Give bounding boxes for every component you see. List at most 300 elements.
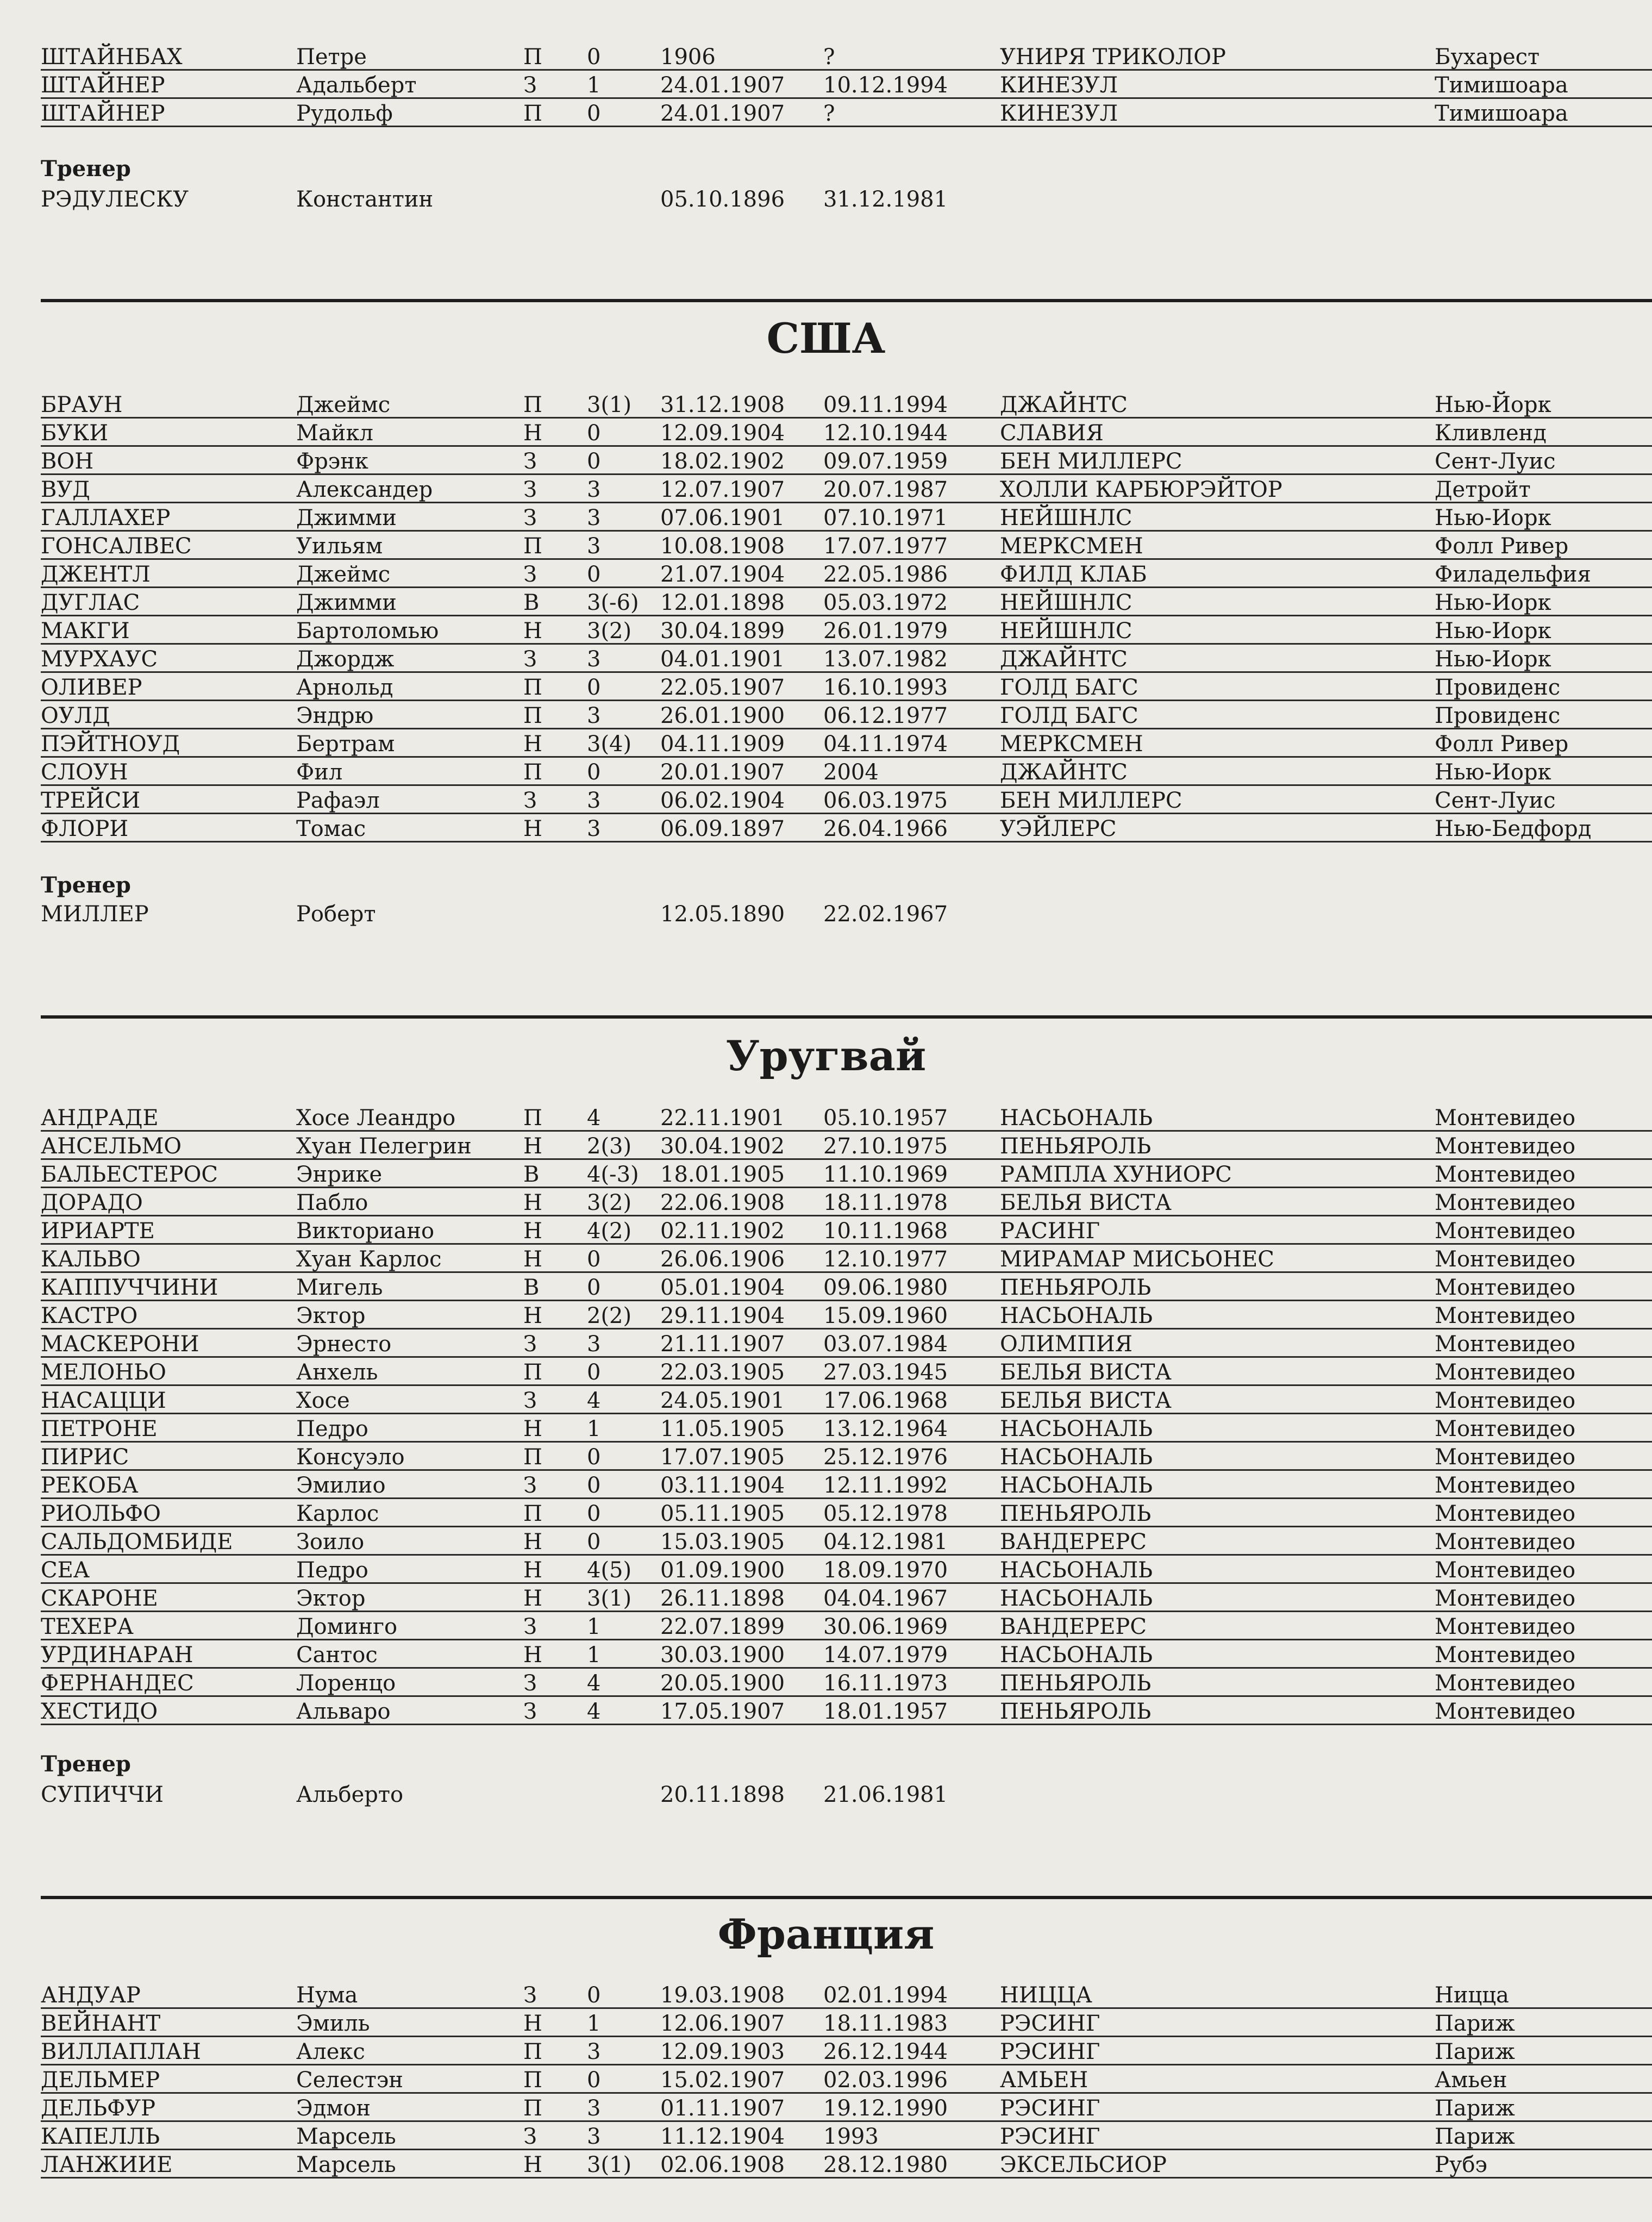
player-died: 27.10.1975 [823,1134,948,1159]
player-g: 0 [587,1360,601,1385]
player-born: 11.12.1904 [660,2124,785,2149]
player-g: 0 [587,562,601,587]
player-g: 1 [587,1614,601,1639]
player-row [41,1471,1652,1499]
player-born: 1906 [660,45,716,70]
player-first: Пабло [296,1190,368,1215]
player-surname: САЛЬДОМБИДЕ [41,1530,233,1555]
player-surname: ВЕЙНАНТ [41,2011,161,2036]
player-first: Марсель [296,2152,396,2177]
country-title: Уругвай [725,1032,927,1080]
player-surname: КАПЕЛЛЬ [41,2124,160,2149]
player-first: Энрике [296,1162,383,1187]
player-club: НАСЬОНАЛЬ [1000,1106,1153,1131]
player-city: Провиденс [1435,703,1561,728]
player-club: КИНЕЗУЛ [1000,73,1118,98]
player-surname: ПЕТРОНЕ [41,1416,158,1441]
player-pos: П [523,1445,542,1470]
player-city: Монтевидео [1435,1388,1576,1413]
player-pos: З [523,1983,537,2008]
player-row [41,1188,1652,1216]
player-born: 15.03.1905 [660,1530,785,1555]
player-g: 0 [587,45,601,70]
section-divider [41,299,1652,302]
player-first: Джеймс [296,392,391,417]
player-pos: З [523,449,537,474]
player-club: РЭСИНГ [1000,2011,1100,2036]
player-row [41,1556,1652,1584]
player-pos: В [523,1162,540,1187]
player-pos: Н [523,421,542,446]
player-pos: П [523,392,542,417]
player-g: 3 [587,534,601,559]
coach-born: 05.10.1896 [660,187,785,212]
player-died: 05.03.1972 [823,590,948,615]
player-g: 0 [587,1445,601,1470]
player-pos: З [523,2124,537,2149]
player-g: 4(-3) [587,1162,639,1187]
player-surname: ОЛИВЕР [41,675,142,700]
player-first: Сантос [296,1643,378,1668]
player-g: 2(2) [587,1303,632,1328]
player-died: 1993 [823,2124,879,2149]
player-row [41,503,1652,532]
player-surname: МУРХАУС [41,647,158,672]
player-club: БЕН МИЛЛЕРС [1000,788,1182,813]
player-g: 3 [587,647,601,672]
player-born: 20.01.1907 [660,760,785,785]
player-club: НАСЬОНАЛЬ [1000,1303,1153,1328]
player-row [41,1499,1652,1527]
player-died: 03.07.1984 [823,1332,948,1357]
player-born: 12.06.1907 [660,2011,785,2036]
player-row [41,2150,1652,2179]
player-died: 10.11.1968 [823,1219,948,1244]
player-surname: НАСАЦЦИ [41,1388,166,1413]
player-surname: БРАУН [41,392,123,417]
player-g: 1 [587,1643,601,1668]
player-row [41,701,1652,729]
player-died: 17.06.1968 [823,1388,948,1413]
player-surname: ВУД [41,477,90,502]
player-first: Уильям [296,534,383,559]
player-first: Бартоломью [296,619,439,644]
player-pos: Н [523,2011,542,2036]
player-club: БЕЛЬЯ ВИСТА [1000,1388,1172,1413]
player-g: 0 [587,760,601,785]
player-g: 3 [587,703,601,728]
player-row [41,1414,1652,1443]
player-g: 1 [587,1416,601,1441]
player-died: 18.01.1957 [823,1699,948,1724]
player-died: 2004 [823,760,879,785]
player-row [41,1640,1652,1669]
player-surname: СЛОУН [41,760,128,785]
player-pos: З [523,505,537,530]
player-pos: П [523,534,542,559]
player-city: Париж [1435,2124,1515,2149]
player-pos: З [523,1699,537,1724]
coach-born: 12.05.1890 [660,902,785,927]
player-city: Провиденс [1435,675,1561,700]
player-club: ГОЛД БАГС [1000,703,1138,728]
player-first: Джордж [296,647,395,672]
player-pos: З [523,562,537,587]
player-pos: П [523,1106,542,1131]
player-born: 06.09.1897 [660,816,785,841]
player-born: 04.11.1909 [660,732,785,757]
player-born: 19.03.1908 [660,1983,785,2008]
player-row [41,2065,1652,2094]
player-club: ПЕНЬЯРОЛЬ [1000,1134,1152,1159]
player-surname: МАКГИ [41,619,130,644]
player-row [41,588,1652,616]
player-surname: ГОНСАЛВЕС [41,534,192,559]
player-born: 24.01.1907 [660,73,785,98]
player-g: 0 [587,1275,601,1300]
player-died: 12.10.1977 [823,1247,948,1272]
player-died: 11.10.1969 [823,1162,948,1187]
player-city: Монтевидео [1435,1106,1576,1131]
country-title: США [766,314,886,363]
player-row [41,99,1652,127]
coach-label: Тренер [41,1751,131,1777]
player-surname: ИРИАРТЕ [41,1219,155,1244]
player-pos: Н [523,1219,542,1244]
player-pos: Н [523,1530,542,1555]
player-row [41,1358,1652,1386]
player-club: ДЖАЙНТС [1000,647,1128,672]
player-born: 24.01.1907 [660,101,785,126]
player-pos: Н [523,816,542,841]
player-pos: П [523,1360,542,1385]
player-born: 02.11.1902 [660,1219,785,1244]
player-first: Джимми [296,590,397,615]
player-first: Зоило [296,1530,365,1555]
player-city: Монтевидео [1435,1162,1576,1187]
player-born: 22.07.1899 [660,1614,785,1639]
player-pos: З [523,1473,537,1498]
player-born: 15.02.1907 [660,2068,785,2093]
player-city: Монтевидео [1435,1586,1576,1611]
player-club: ХОЛЛИ КАРБЮРЭЙТОР [1000,477,1282,502]
player-pos: П [523,675,542,700]
player-row [41,532,1652,560]
player-pos: Н [523,1190,542,1215]
player-pos: З [523,1332,537,1357]
player-pos: Н [523,1586,542,1611]
player-row [41,2037,1652,2065]
player-club: БЕЛЬЯ ВИСТА [1000,1190,1172,1215]
player-born: 11.05.1905 [660,1416,785,1441]
player-first: Педро [296,1558,368,1583]
player-city: Монтевидео [1435,1190,1576,1215]
player-born: 21.11.1907 [660,1332,785,1357]
player-club: УЭЙЛЕРС [1000,816,1117,841]
player-row [41,71,1652,99]
player-row [41,1160,1652,1188]
player-surname: ЛАНЖИИЕ [41,2152,173,2177]
player-club: УНИРЯ ТРИКОЛОР [1000,45,1226,70]
player-pos: Н [523,1303,542,1328]
player-first: Доминго [296,1614,398,1639]
player-died: 06.03.1975 [823,788,948,813]
player-born: 01.09.1900 [660,1558,785,1583]
player-city: Монтевидео [1435,1699,1576,1724]
player-pos: П [523,1501,542,1526]
player-surname: ШТАЙНБАХ [41,45,183,70]
player-first: Бертрам [296,732,395,757]
player-row [41,673,1652,701]
player-row [41,1132,1652,1160]
player-first: Консуэло [296,1445,405,1470]
player-city: Париж [1435,2096,1515,2121]
player-first: Фил [296,760,343,785]
player-g: 3 [587,477,601,502]
player-row [41,645,1652,673]
player-club: НАСЬОНАЛЬ [1000,1445,1153,1470]
player-g: 0 [587,1530,601,1555]
player-g: 3 [587,2096,601,2121]
player-city: Монтевидео [1435,1558,1576,1583]
player-city: Ницца [1435,1983,1509,2008]
coach-died: 21.06.1981 [823,1782,948,1807]
coach-died: 31.12.1981 [823,187,948,212]
coach-born: 20.11.1898 [660,1782,785,1807]
player-died: 17.07.1977 [823,534,948,559]
player-row [41,2009,1652,2037]
player-club: РАСИНГ [1000,1219,1100,1244]
player-born: 17.07.1905 [660,1445,785,1470]
player-g: 3(1) [587,1586,632,1611]
player-g: 4 [587,1699,601,1724]
player-pos: З [523,788,537,813]
player-club: БЕЛЬЯ ВИСТА [1000,1360,1172,1385]
coach-died: 22.02.1967 [823,902,948,927]
player-born: 18.01.1905 [660,1162,785,1187]
player-club: ВАНДЕРЕРС [1000,1614,1147,1639]
player-born: 24.05.1901 [660,1388,785,1413]
player-surname: СЕА [41,1558,90,1583]
player-row [41,616,1652,645]
section-divider [41,1896,1652,1899]
player-city: Рубэ [1435,2152,1487,2177]
player-club: ПЕНЬЯРОЛЬ [1000,1671,1152,1696]
player-first: Эдмон [296,2096,371,2121]
player-g: 0 [587,101,601,126]
player-g: 4(5) [587,1558,632,1583]
player-born: 31.12.1908 [660,392,785,417]
player-city: Бухарест [1435,45,1540,70]
player-club: НАСЬОНАЛЬ [1000,1473,1153,1498]
player-born: 22.11.1901 [660,1106,785,1131]
coach-row [41,900,1652,928]
coach-label: Тренер [41,872,131,898]
player-first: Эндрю [296,703,374,728]
player-surname: РЕКОБА [41,1473,139,1498]
player-born: 18.02.1902 [660,449,785,474]
player-pos: З [523,477,537,502]
player-died: 20.07.1987 [823,477,948,502]
player-pos: Н [523,1558,542,1583]
player-g: 4 [587,1388,601,1413]
player-first: Марсель [296,2124,396,2149]
player-g: 0 [587,2068,601,2093]
player-surname: ДУГЛАС [41,590,140,615]
player-died: 22.05.1986 [823,562,948,587]
player-surname: АНДУАР [41,1983,141,2008]
player-club: НЕЙШНЛС [1000,505,1132,530]
player-died: 14.07.1979 [823,1643,948,1668]
player-died: 13.07.1982 [823,647,948,672]
player-born: 30.04.1902 [660,1134,785,1159]
player-city: Монтевидео [1435,1473,1576,1498]
player-g: 3 [587,816,601,841]
player-row [41,1981,1652,2009]
player-first: Фрэнк [296,449,368,474]
player-club: ОЛИМПИЯ [1000,1332,1133,1357]
player-city: Париж [1435,2039,1515,2064]
player-row [41,2094,1652,2122]
player-born: 02.06.1908 [660,2152,785,2177]
player-g: 4 [587,1106,601,1131]
player-died: 16.10.1993 [823,675,948,700]
player-pos: Н [523,1134,542,1159]
player-first: Хосе Леандро [296,1106,456,1131]
player-city: Париж [1435,2011,1515,2036]
player-born: 10.08.1908 [660,534,785,559]
player-first: Эмиль [296,2011,370,2036]
player-city: Детройт [1435,477,1531,502]
player-city: Амьен [1435,2068,1507,2093]
player-surname: ДЕЛЬМЕР [41,2068,160,2093]
player-club: СЛАВИЯ [1000,421,1104,446]
player-city: Монтевидео [1435,1332,1576,1357]
player-born: 26.11.1898 [660,1586,785,1611]
player-g: 4 [587,1671,601,1696]
player-born: 12.01.1898 [660,590,785,615]
player-died: 18.11.1978 [823,1190,948,1215]
player-born: 06.02.1904 [660,788,785,813]
player-surname: МАСКЕРОНИ [41,1332,199,1357]
player-club: ВАНДЕРЕРС [1000,1530,1147,1555]
coach-surname: МИЛЛЕР [41,902,149,927]
coach-first: Константин [296,187,434,212]
player-first: Педро [296,1416,368,1441]
player-first: Анхель [296,1360,378,1385]
player-g: 1 [587,2011,601,2036]
player-died: 28.12.1980 [823,2152,948,2177]
player-died: 27.03.1945 [823,1360,948,1385]
player-club: НАСЬОНАЛЬ [1000,1643,1153,1668]
player-city: Нью-Иорк [1435,760,1551,785]
player-died: 26.12.1944 [823,2039,948,2064]
player-g: 0 [587,1501,601,1526]
coach-surname: РЭДУЛЕСКУ [41,187,189,212]
player-g: 3(2) [587,619,632,644]
player-club: НАСЬОНАЛЬ [1000,1416,1153,1441]
player-row [41,390,1652,419]
player-surname: МЕЛОНЬО [41,1360,166,1385]
player-club: ЭКСЕЛЬСИОР [1000,2152,1167,2177]
player-first: Карлос [296,1501,379,1526]
player-club: ПЕНЬЯРОЛЬ [1000,1275,1152,1300]
player-pos: Н [523,1247,542,1272]
player-first: Селестэн [296,2068,403,2093]
player-row [41,1612,1652,1640]
coach-row [41,185,1652,213]
player-first: Нума [296,1983,358,2008]
player-row [41,786,1652,814]
coach-surname: СУПИЧЧИ [41,1782,164,1807]
player-first: Джимми [296,505,397,530]
player-first: Эктор [296,1303,366,1328]
player-city: Нью-Иорк [1435,590,1551,615]
player-city: Монтевидео [1435,1303,1576,1328]
player-died: 05.12.1978 [823,1501,948,1526]
player-city: Кливленд [1435,421,1547,446]
player-row [41,729,1652,758]
player-row [41,1527,1652,1556]
player-died: 04.12.1981 [823,1530,948,1555]
player-club: ГОЛД БАГС [1000,675,1138,700]
player-club: НЕЙШНЛС [1000,619,1132,644]
player-died: 07.10.1971 [823,505,948,530]
player-g: 3 [587,1332,601,1357]
player-surname: ПИРИС [41,1445,129,1470]
player-born: 21.07.1904 [660,562,785,587]
player-born: 01.11.1907 [660,2096,785,2121]
coach-label: Тренер [41,156,131,182]
player-city: Монтевидео [1435,1134,1576,1159]
player-row [41,758,1652,786]
player-surname: ТЕХЕРА [41,1614,134,1639]
player-g: 3(1) [587,392,632,417]
player-surname: ДЕЛЬФУР [41,2096,156,2121]
player-first: Рафаэл [296,788,380,813]
player-row [41,560,1652,588]
player-died: 26.04.1966 [823,816,948,841]
player-city: Нью-Иорк [1435,619,1551,644]
player-surname: ГАЛЛАХЕР [41,505,171,530]
player-born: 05.01.1904 [660,1275,785,1300]
player-surname: ДЖЕНТЛ [41,562,151,587]
player-died: 26.01.1979 [823,619,948,644]
player-died: 09.07.1959 [823,449,948,474]
player-city: Нью-Йорк [1435,392,1551,417]
player-born: 20.05.1900 [660,1671,785,1696]
player-first: Александер [296,477,433,502]
country-title: Франция [717,1910,935,1958]
player-died: 13.12.1964 [823,1416,948,1441]
player-row [41,1697,1652,1725]
player-row [41,1103,1652,1132]
player-g: 2(3) [587,1134,632,1159]
player-g: 3(-6) [587,590,639,615]
player-first: Мигель [296,1275,383,1300]
player-surname: АНСЕЛЬМО [41,1134,182,1159]
player-pos: П [523,2068,542,2093]
player-g: 4(2) [587,1219,632,1244]
player-died: 30.06.1969 [823,1614,948,1639]
player-g: 0 [587,449,601,474]
player-died: 19.12.1990 [823,2096,948,2121]
player-surname: АНДРАДЕ [41,1106,159,1131]
player-g: 3 [587,505,601,530]
player-city: Монтевидео [1435,1530,1576,1555]
player-club: РЭСИНГ [1000,2039,1100,2064]
player-died: 12.11.1992 [823,1473,948,1498]
